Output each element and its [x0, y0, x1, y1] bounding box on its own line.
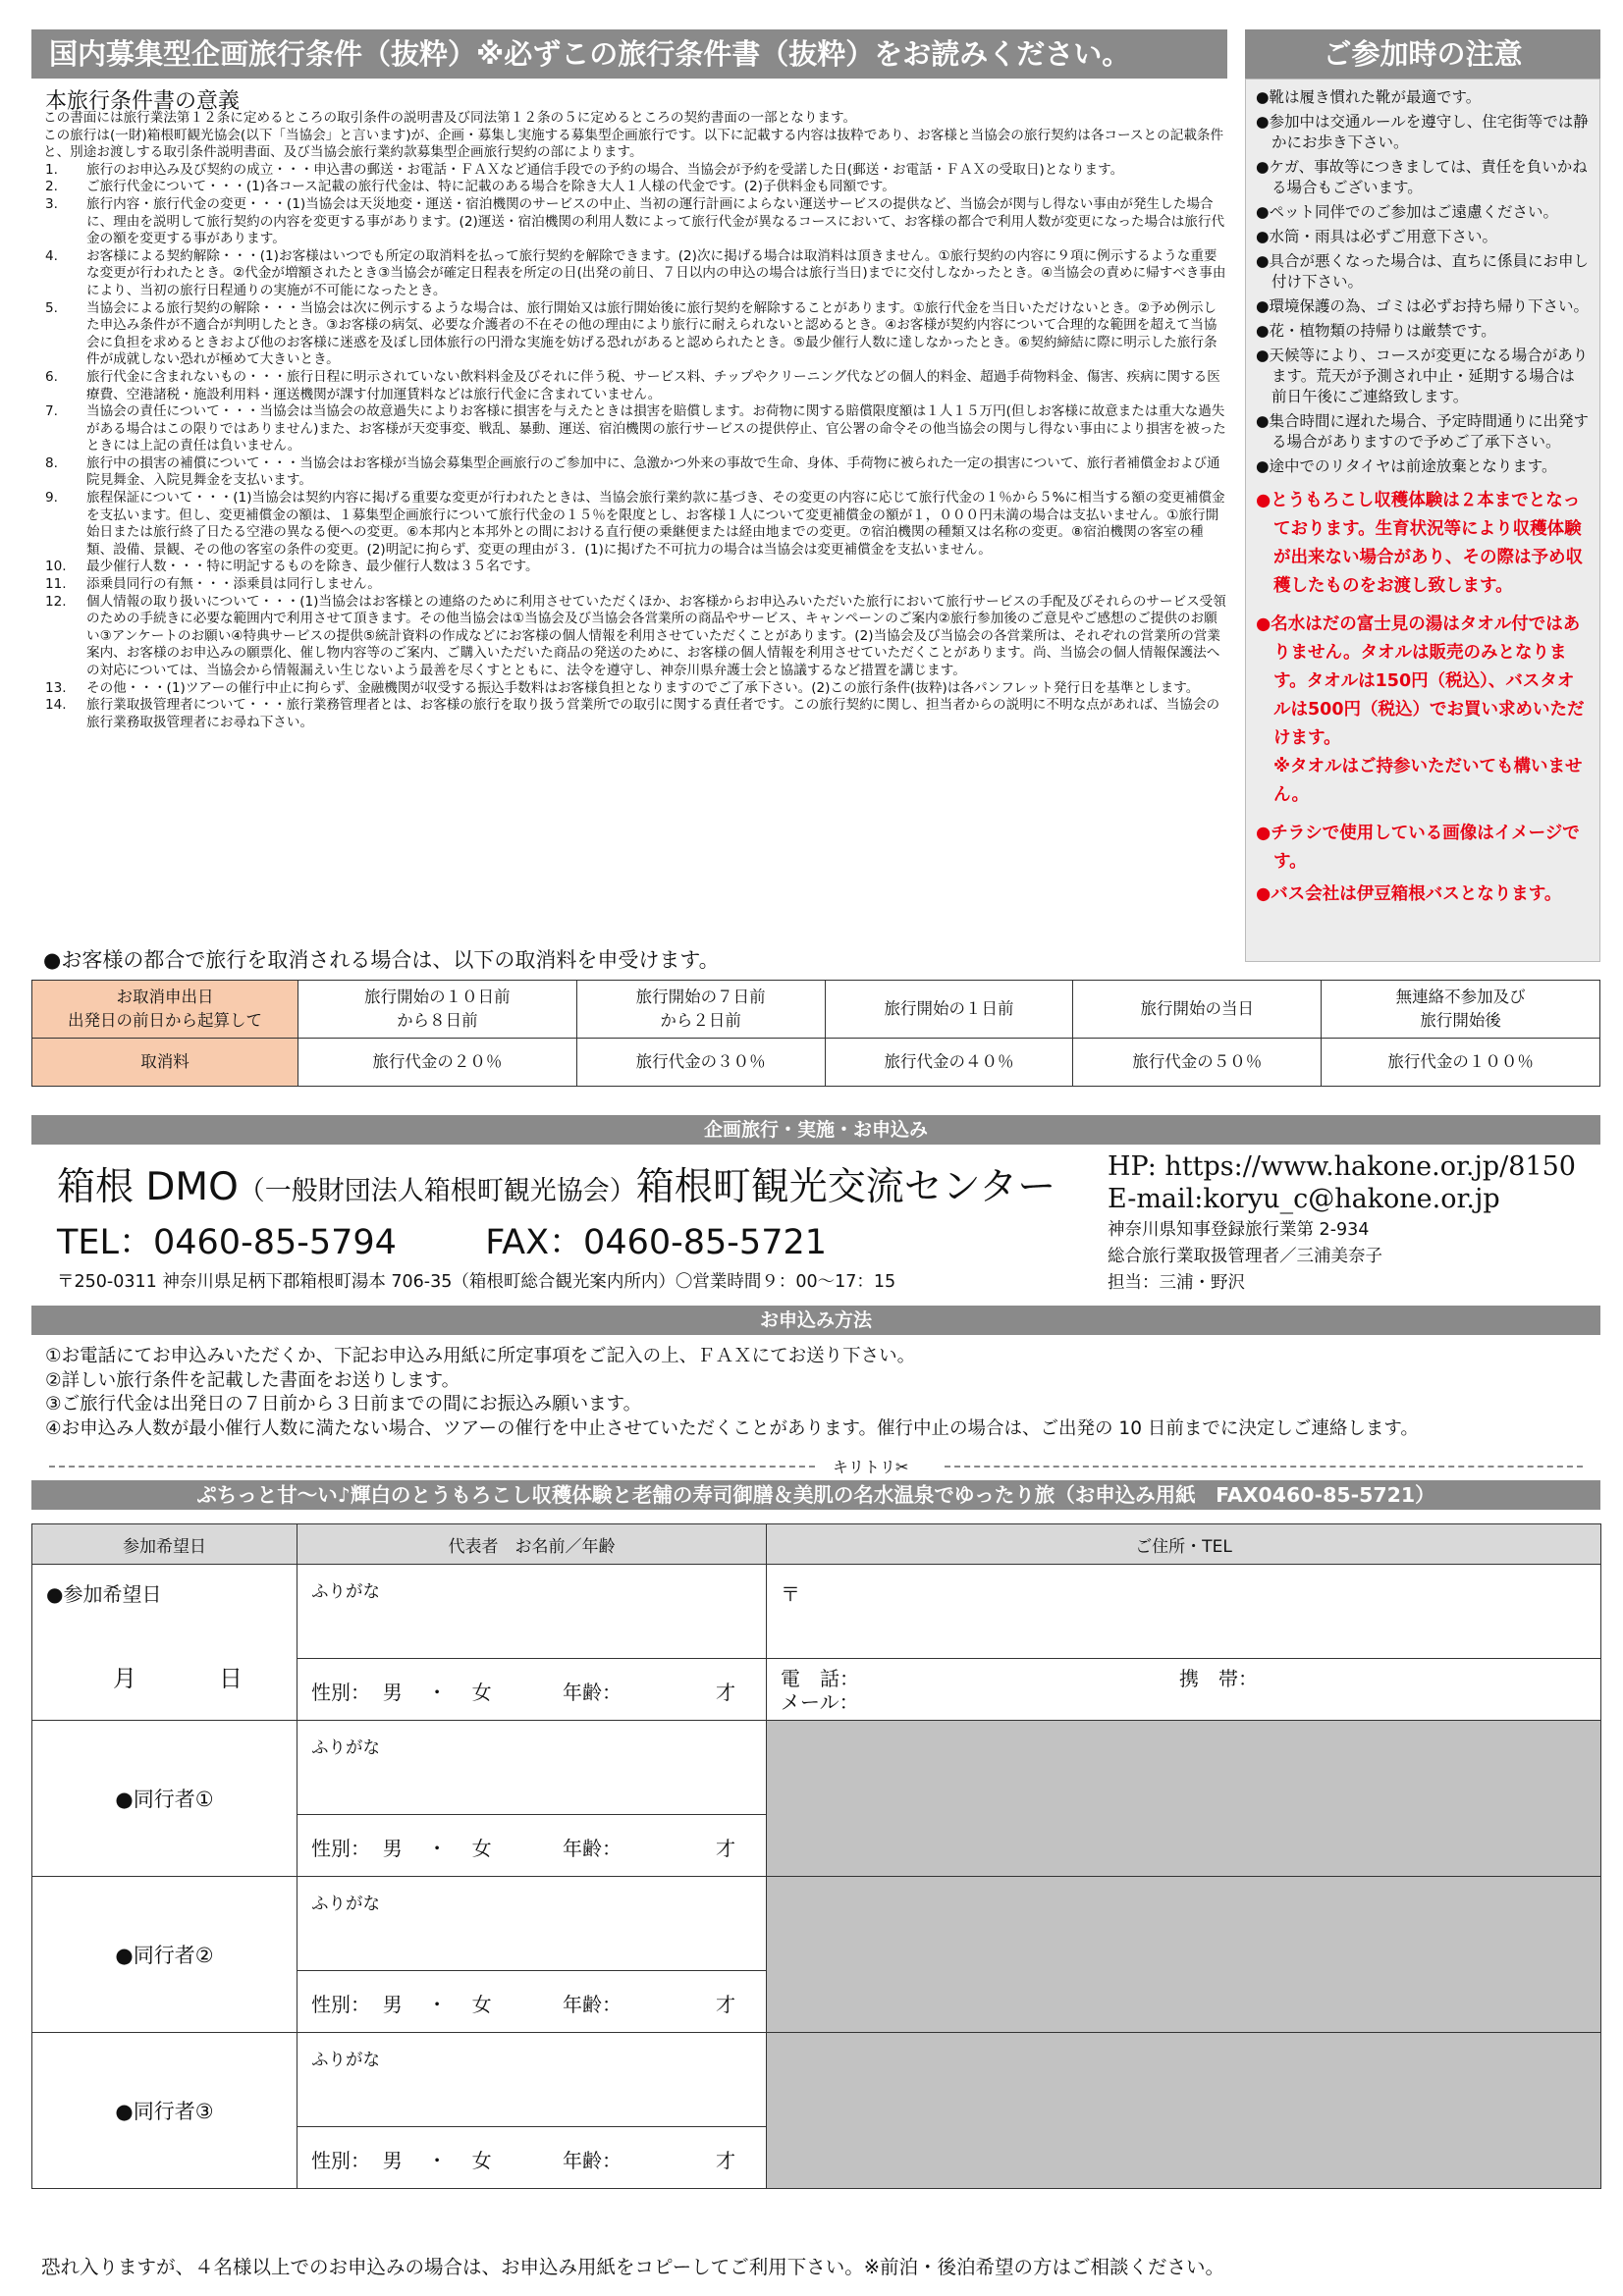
organizer-address: 〒250-0311 神奈川県足柄下郡箱根町湯本 706-35（箱根町総合観光案内所内）〇営業時間９：00～17：15 — [57, 1272, 896, 1292]
cancel-fee: 旅行代金の３０％ — [576, 1039, 825, 1087]
condition-item — [43, 248, 1227, 300]
cancel-fee: 旅行代金の２０％ — [298, 1039, 577, 1087]
notes-box — [1245, 79, 1600, 962]
note-item: ●参加中は交通ルールを遵守し、住宅街等では静かにお歩き下さい。 — [1256, 113, 1589, 151]
apply-step: ④お申込み人数が最小催行人数に満たない場合、ツアーの催行を中止させていただくことがあります。催行中止の場合は、ご出発の 10 日前までに決定しご連絡します。 — [45, 1417, 1419, 1439]
important-notes-list — [1256, 487, 1590, 909]
condition-number: 1. — [45, 161, 58, 178]
condition-item — [43, 196, 1227, 248]
cancel-lead: ●お客様の都合で旅行を取消される場合は、以下の取消料を申受けます。 — [43, 948, 720, 972]
cancel-fee: 旅行代金の５０％ — [1073, 1039, 1322, 1087]
month-label: 月 — [113, 1665, 136, 1692]
footer-note: 恐れ入りますが、４名様以上でのお申込みの場合は、お申込み用紙をコピーしてご利用下さい。※前泊・後泊希望の方はご相談ください。 — [41, 2256, 1225, 2278]
condition-text: 旅行業取扱管理者について・・・旅行業務管理者とは、お客様の旅行を取り扱う営業所での取引に関する責任者です。この旅行契約に関し、担当者からの説明に不明な点があれば、当協会の旅行業務取扱管理者にお尋ね下さい。 — [86, 697, 1220, 730]
organizer-header: 企画旅行・実施・お申込み — [31, 1115, 1600, 1145]
apply-step: ②詳しい旅行条件を記載した書面をお送りします。 — [45, 1369, 460, 1391]
gender-age-field[interactable]: 性別： 男 ・ 女 年齢： 才 — [311, 1993, 735, 2016]
important-note: ●とうもろこし収穫体験は２本までとなっております。生育状況等により収穫体験が出来ない場合があり、その際は予め収穫したものをお渡し致します。 — [1256, 491, 1583, 596]
important-note: ●チラシで使用している画像はイメージです。 — [1256, 824, 1580, 872]
conditions-header: 国内募集型企画旅行条件（抜粋）※必ずこの旅行条件書（抜粋）をお読みください。 — [31, 29, 1227, 79]
condition-number: 9. — [45, 490, 58, 507]
cancel-period: 旅行開始の１日前 — [825, 981, 1073, 1039]
condition-item — [43, 559, 1227, 576]
condition-number: 8. — [45, 454, 58, 471]
day-label: 日 — [219, 1665, 243, 1692]
col-address: ご住所・TEL — [767, 1524, 1601, 1565]
condition-text: その他・・・(1)ツアーの催行中止に拘らず、金融機関が収受する振込手数料はお客様負担となりますのでご了承下さい。(2)この旅行条件(抜粋)は各パンフレット発行日を基準とします。 — [86, 679, 1200, 696]
condition-text: 個人情報の取り扱いについて・・・(1)当協会はお客様との連絡のために利用させていただくほか、お客様からお申込みいただいた旅行において旅行サービスの手配及びそれらのサービス受領のための手続きに必要な範囲内で利用させて頂きます。その他当協会は①当協会及び当協会各営業所の商品やサービス、キャンペーンのご案内②旅行参加後のご意見やご感想のご提供のお願い③アンケートのお願い④特典サービスの提供⑤統計資料の作成などにお客様の個人情報を利用させていただくことがあります。(2)当協会及び当協会の各営業所は、それぞれの営業所の営業案内、お客様のお申込みの願票化、催し物内容等のご案内、ご購入いただいた商品の発送のために、お客様の個人情報を利用させていただくことがあります。尚、当協会の個人情報保護法への対応については、当協会から情報漏えい生じないよう最善を尽くすとともに、法令を遵守し、神奈川県弁護士会と協議するなど措置を講じます。 — [86, 593, 1226, 678]
condition-text: 旅行中の損害の補償について・・・当協会はお客様が当協会募集型企画旅行のご参加中に、急激かつ外来の事故で生命、身体、手荷物に被られた一定の損害について、旅行者補償金および通院見舞金、入院見舞金を支払います。 — [86, 454, 1220, 489]
condition-item — [43, 455, 1227, 490]
notes-header: ご参加時の注意 — [1245, 29, 1600, 79]
note-item: ●ペット同伴でのご参加はご遠慮ください。 — [1256, 203, 1559, 221]
note-item: ●環境保護の為、ゴミは必ずお持ち帰り下さい。 — [1256, 297, 1590, 315]
furigana-field[interactable]: ふりがな — [298, 1721, 766, 1815]
condition-text: 旅行のお申込み及び契約の成立・・・申込書の郵送・お電話・ＦＡＸなど通信手段での予約の場合、当協会が予約を受諾した日(郵送・お電話・ＦＡＸの受取日)となります。 — [86, 161, 1124, 178]
mobile-label: 携 帯： — [1179, 1667, 1258, 1690]
conditions-title: 本旅行条件書の意義 — [45, 89, 241, 114]
cancel-period: 旅行開始の７日前 から２日前 — [576, 981, 825, 1039]
condition-item — [43, 179, 1227, 196]
gender-age-field[interactable]: 性別： 男 ・ 女 年齢： 才 — [311, 1681, 735, 1704]
condition-text: ご旅行代金について・・・(1)各コース記載の旅行代金は、特に記載のある場合を除き大人１人様の代金です。(2)子供料金も同額です。 — [86, 179, 895, 195]
organizer-phone — [57, 1215, 827, 1264]
rep-address-cell[interactable] — [767, 1565, 1601, 1721]
note-item: ●天候等により、コースが変更になる場合があります。荒天が予測され中止・延期する場合は前日午後にご連絡致します。 — [1256, 347, 1589, 405]
important-note: ●バス会社は伊豆箱根バスとなります。 — [1256, 884, 1562, 904]
condition-number: 3. — [45, 195, 58, 212]
cancel-period: 旅行開始の１０日前 から８日前 — [298, 981, 577, 1039]
cancel-fee-table — [31, 980, 1600, 1087]
organizer-name: 箱根 DMO（一般財団法人箱根町観光協会）箱根町観光交流センター — [57, 1165, 1056, 1209]
conditions-intro-2: この旅行は(一財)箱根町観光協会(以下「当協会」と言います)が、企画・募集し実施する募集型企画旅行です。以下に記載する内容は抜粋であり、お客様と当協会の旅行契約は各コースとの記載条件と、別途お渡しする取引条件説明書面、及び当協会旅行業約款募集型企画旅行契約の部によります。 — [43, 127, 1224, 161]
cancel-period: 無連絡不参加及び 旅行開始後 — [1322, 981, 1600, 1039]
companion-2-gray — [767, 1877, 1601, 2033]
companion-1-cell[interactable] — [298, 1721, 767, 1877]
condition-text: 旅行代金に含まれないもの・・・旅行日程に明示されていない飲料料金及びそれに伴う税、サービス料、チップやクリーニング代などの個人的料金、超過手荷物料金、傷害、疾病に関する医療費、空港諸税・施設利用料・運送機関が課す付加運賃料などは旅行代金に含まれていません。 — [86, 368, 1220, 402]
cancel-fee-label: 取消料 — [32, 1039, 298, 1087]
conditions-intro-1: この書面には旅行業法第１２条に定めるところの取引条件の説明書及び同法第１２条の５に定めるところの契約書面の一部となります。 — [43, 110, 857, 126]
condition-item — [43, 490, 1227, 559]
note-item: ●靴は履き慣れた靴が最適です。 — [1256, 88, 1482, 106]
condition-text: 旅行内容・旅行代金の変更・・・(1)当協会は天災地変・運送・宿泊機関のサービスの中止、当初の運行計画によらない運送サービスの提供など、当協会が関与し得ない事由が発生した場合に、理由を説明して旅行契約の内容を変更する事があります。(2)運送・宿泊機関の利用人数によって旅行代金が異なるコースにおいて、お客様の都合で利用人数が変更になった場合は旅行代金の額を変更する事があります。 — [86, 195, 1225, 247]
phone-label: 電 話： — [781, 1667, 859, 1690]
condition-item — [43, 162, 1227, 180]
apply-header: お申込み方法 — [31, 1306, 1600, 1335]
note-item: ●途中でのリタイヤは前途放棄となります。 — [1256, 457, 1557, 475]
conditions-list — [43, 162, 1227, 732]
note-item: ●花・植物類の持帰りは厳禁です。 — [1256, 322, 1496, 340]
companion-3-cell[interactable] — [298, 2033, 767, 2189]
condition-item — [43, 576, 1227, 594]
apply-steps — [45, 1345, 1419, 1441]
organizer-web — [1108, 1150, 1576, 1215]
furigana-field[interactable]: ふりがな — [298, 2033, 766, 2127]
condition-item — [43, 300, 1227, 369]
condition-number: 5. — [45, 299, 58, 316]
condition-number: 6. — [45, 368, 58, 385]
condition-item — [43, 594, 1227, 680]
homepage-link[interactable]: HP: https://www.hakone.or.jp/8150 — [1108, 1151, 1576, 1182]
companion-1-label: ●同行者① — [32, 1721, 298, 1877]
condition-text: 当協会の責任について・・・当協会は当協会の故意過失によりお客様に損害を与えたときは損害を賠償します。お荷物に関する賠償限度額は１人１５万円(但しお客様に故意または重大な過失がある場合はこの限りではありません)また、お客様が天変事変、戦乱、暴動、運送、宿泊機関の旅行サービスの提供停止、官公署の命令その他当協会の関与し得ない事由により損害を被ったときには上記の責任は負いません。 — [86, 403, 1226, 454]
condition-item — [43, 680, 1227, 698]
cancel-row-header: お取消申出日 出発日の前日から起算して — [32, 981, 298, 1039]
companion-2-label: ●同行者② — [32, 1877, 298, 2033]
postal-field[interactable]: 〒 — [767, 1565, 1600, 1659]
cancel-fee: 旅行代金の１００％ — [1322, 1039, 1600, 1087]
note-item: ●水筒・雨具は必ずご用意下さい。 — [1256, 228, 1498, 245]
apply-step: ③ご旅行代金は出発日の７日前から３日前までの間にお振込み願います。 — [45, 1394, 642, 1415]
furigana-field[interactable]: ふりがな — [298, 1877, 766, 1971]
cancel-fee: 旅行代金の４０％ — [825, 1039, 1073, 1087]
mail-label: メール： — [781, 1690, 859, 1714]
gender-age-field[interactable]: 性別： 男 ・ 女 年齢： 才 — [311, 2149, 735, 2172]
date-label: ●参加希望日 — [46, 1582, 162, 1606]
companion-2-cell[interactable] — [298, 1877, 767, 2033]
contact-field[interactable] — [767, 1659, 1600, 1720]
condition-text: 当協会による旅行契約の解除・・・当協会は次に例示するような場合は、旅行開始又は旅行開始後に旅行契約を解除することがあります。①旅行代金を当日いただけないとき。②予め例示した申込み条件が不適合が判明したとき。③お客様の病気、必要な介護者の不在その他の理由により旅行に耐えられないと認めるとき。④お客様が契約内容について合理的な範囲を超えて当協会に負担を求めるときおよび他のお客様に迷惑を及ぼし団体旅行の円滑な実施を妨げる恐れがあると認められたとき。⑤最少催行人数に達しなかったとき。⑥契約締結に際に明示した旅行条件が成就しない恐れが極めて大きいとき。 — [86, 299, 1217, 368]
fax-number: FAX：0460-85-5721 — [485, 1223, 827, 1262]
condition-number: 11. — [45, 576, 67, 593]
application-form — [31, 1523, 1601, 2189]
condition-text: 添乗員同行の有無・・・添乗員は同行しません。 — [86, 576, 381, 593]
cut-line — [31, 1455, 1600, 1478]
organizer-registration: 神奈川県知事登録旅行業第 2-934 総合旅行業取扱管理者／三浦美奈子 担当：三浦・野沢 — [1108, 1220, 1382, 1293]
note-item: ●集合時間に遅れた場合、予定時間通りに出発する場合がありますので予めご了承下さい。 — [1256, 412, 1590, 451]
cancel-period: 旅行開始の当日 — [1073, 981, 1322, 1039]
condition-item — [43, 403, 1227, 455]
condition-number: 12. — [45, 593, 67, 610]
condition-text: 旅程保証について・・・(1)当協会は契約内容に掲げる重要な変更が行われたときは、当協会旅行業約款に基づき、その変更の内容に応じて旅行代金の１％から５%に相当する額の変更補償金を支払います。但し、変更補償金の額は、１募集型企画旅行について旅行代金の１５％を限度とし、お客様１人について変更補償金の額が１，０００円未満の場合は支払いません。①旅行開始日または旅行終了日たる空港の異なる便への変更。⑥本邦内と本邦外との間における直行便の乗継便または経由地までの変更。⑦宿泊機関の種類又は名称の変更。⑧宿泊機関の客室の種類、設備、景観、その他の客室の条件の変更。(2)明記に拘らず、変更の理由が３．(1)に掲げた不可抗力の場合は当協会は変更補償金を支払いません。 — [86, 490, 1225, 558]
condition-item — [43, 369, 1227, 403]
companion-3-gray — [767, 2033, 1601, 2189]
form-header: ぷちっと甘～い♪輝白のとうもろこし収穫体験と老舗の寿司御膳＆美肌の名水温泉でゆったり旅（お申込み用紙 FAX0460-85-5721） — [31, 1480, 1600, 1510]
important-note: ●名水はだの富士見の湯はタオル付ではありません。タオルは販売のみとなります。タオルは150円（税込）、バスタオルは500円（税込）でお買い求めいただけます。 — [1256, 614, 1585, 748]
companion-3-label: ●同行者③ — [32, 2033, 298, 2189]
important-subnote: ※タオルはご持参いただいても構いません。 — [1273, 757, 1583, 805]
conditions-body — [43, 110, 1227, 731]
gender-age-field[interactable]: 性別： 男 ・ 女 年齢： 才 — [311, 1837, 735, 1860]
condition-number: 4. — [45, 247, 58, 264]
condition-item — [43, 697, 1227, 731]
rep-name-cell[interactable] — [298, 1565, 767, 1721]
furigana-field[interactable]: ふりがな — [298, 1565, 766, 1659]
scissors-icon: キリトリ✂ — [827, 1455, 914, 1477]
condition-number: 7. — [45, 403, 58, 420]
note-item: ●具合が悪くなった場合は、直ちに係員にお申し付け下さい。 — [1256, 252, 1590, 291]
col-name: 代表者 お名前／年齢 — [298, 1524, 767, 1565]
apply-step: ①お電話にてお申込みいただくか、下記お申込み用紙に所定事項をご記入の上、ＦＡＸにてお送り下さい。 — [45, 1346, 916, 1366]
condition-number: 14. — [45, 697, 67, 714]
notes-list — [1256, 87, 1590, 477]
condition-text: お客様による契約解除・・・(1)お客様はいつでも所定の取消料を払って旅行契約を解除できます。(2)次に掲げる場合は取消料は頂きません。①旅行契約の内容に９項に例示するような重要な変更が行われたとき。②代金が増額されたとき③当協会が確定日程表を所定の日(出発の前日、７日以内の申込の場合は旅行当日)までに交付しなかったとき。④当協会の責めに帰すべき事由により、当初の旅行日程通りの実施が不可能になったとき。 — [86, 247, 1226, 298]
condition-number: 10. — [45, 559, 67, 575]
companion-1-gray — [767, 1721, 1601, 1877]
condition-number: 2. — [45, 179, 58, 195]
note-item: ●ケガ、事故等につきましては、責任を負いかねる場合もございます。 — [1256, 158, 1588, 196]
date-cell[interactable] — [32, 1565, 298, 1721]
tel-number[interactable]: TEL：0460-85-5794 — [57, 1223, 397, 1262]
condition-number: 13. — [45, 679, 67, 696]
condition-text: 最少催行人数・・・特に明記するものを除き、最少催行人数は３５名です。 — [86, 559, 539, 575]
email-link[interactable]: E-mail:koryu_c@hakone.or.jp — [1108, 1184, 1500, 1214]
col-date: 参加希望日 — [32, 1524, 298, 1565]
